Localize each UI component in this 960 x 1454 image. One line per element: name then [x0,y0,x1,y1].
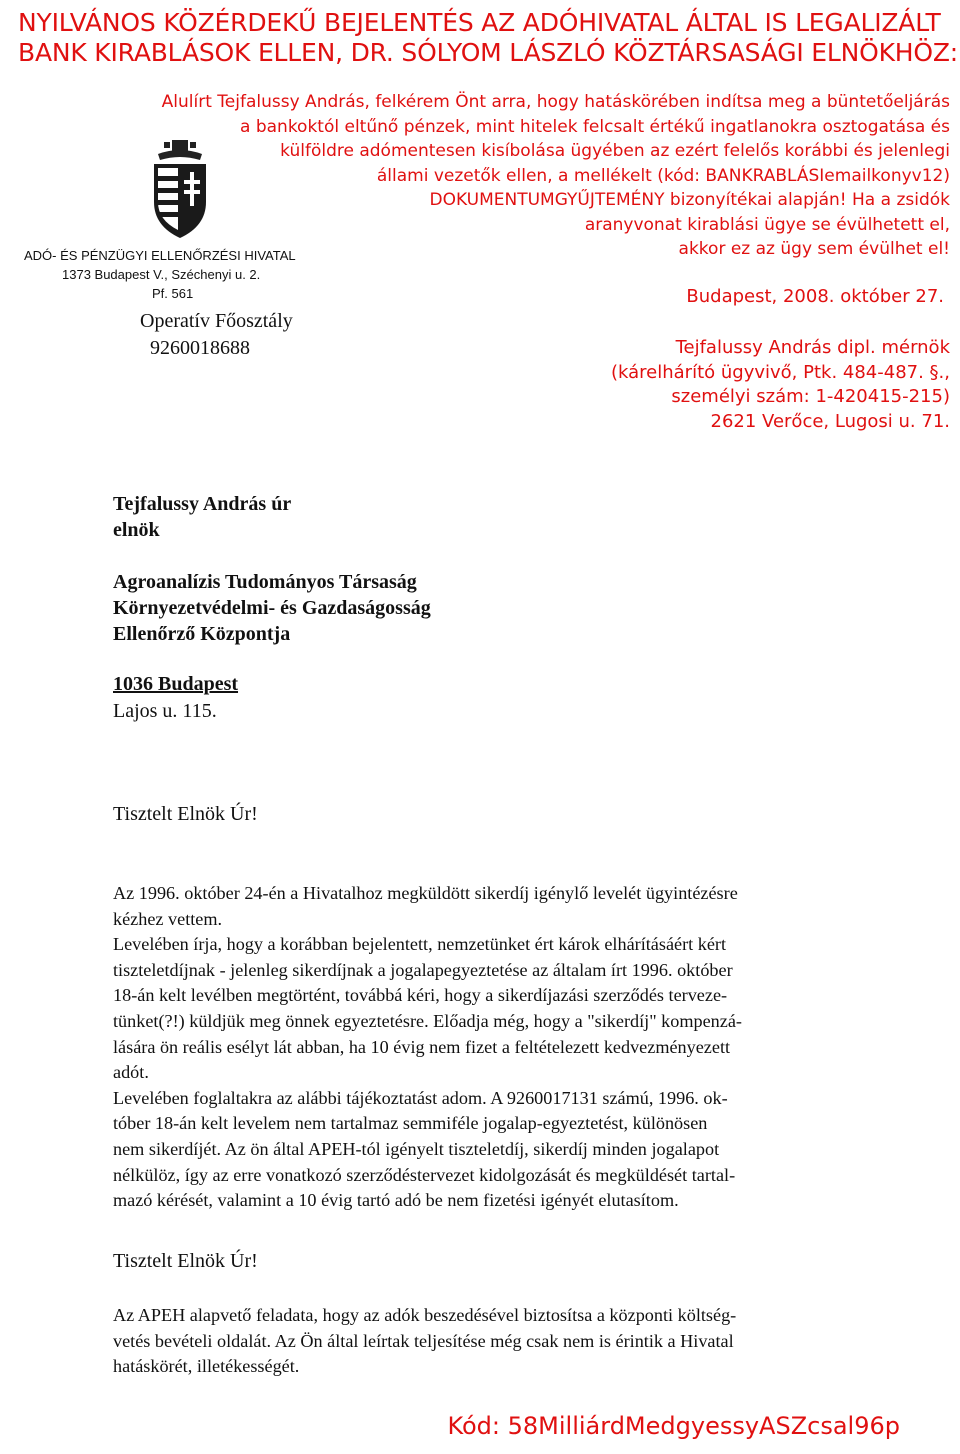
recipient-street: Lajos u. 115. [113,700,217,722]
paragraph-line: Az APEH alapvető feladata, hogy az adók beszedésével biztosítsa a központi költség- [113,1305,737,1325]
paragraph-line: 18-án kelt levélben megtörtént, továbbá kéri, hogy a sikerdíjazási szerződés terveze- [113,985,728,1006]
paragraph-line: Levelében írja, hogy a korábban bejelentett, nemzetünket ért károk elhárításáért kért [113,934,727,955]
signer-line-4: 2621 Verőce, Lugosi u. 71. [710,410,950,432]
headline-line-1: NYILVÁNOS KÖZÉRDEKŰ BEJELENTÉS AZ ADÓHIVATAL ÁLTAL IS LEGALIZÁLT [18,8,941,37]
office-pobox: Pf. 561 [152,286,194,301]
signer-block [611,336,950,434]
request-line-4: állami vezetők ellen, a mellékelt (kód: BANKRABLÁSIemailkonyv12) [376,165,950,186]
paragraph-line: lására ön reális esélyt lát abban, ha 10 évig nem fizet a feltételezett kedvezményezett [113,1036,731,1057]
recipient-org-line-3: Ellenőrző Központja [113,623,291,645]
headline-line-2: BANK KIRABLÁSOK ELLEN, DR. SÓLYOM LÁSZLÓ KÖZTÁRSASÁGI ELNÖKHÖZ: [18,38,959,67]
headline [18,8,959,68]
recipient-address [113,671,238,725]
recipient-org-line-1: Agroanalízis Tudományos Társaság [113,571,417,593]
office-address: 1373 Budapest V., Széchenyi u. 2. [62,267,261,282]
recipient-city: 1036 Budapest [113,673,239,695]
paragraph-line: tiszteletdíjnak - jelenleg sikerdíjnak a jogalapegyeztetése az általam írt 1996. október [113,959,733,980]
salutation: Tisztelt Elnök Úr! [113,803,258,825]
recipient-org-block [113,569,431,647]
salutation-2: Tisztelt Elnök Úr! [113,1250,258,1272]
recipient-name-block [113,491,291,543]
request-line-5: DOKUMENTUMGYŰJTEMÉNY bizonyítékai alapján! Ha a zsidók [429,190,950,210]
request-date: Budapest, 2008. október 27. [686,286,944,307]
office-block [24,246,296,303]
recipient-org-line-2: Környezetvédelmi- és Gazdaságosság [113,597,431,619]
paragraph-line: mazó kérését, valamint a 10 évig tartó adó be nem fizetési igényét elutasítom. [113,1190,679,1211]
body-paragraph-2 [113,1303,893,1380]
document-code: Kód: 58MilliárdMedgyessyASZcsal96p [447,1412,900,1440]
paragraph-line: Levelében foglaltakra az alábbi tájékoztatást adom. A 9260017131 számú, 1996. ok- [113,1087,728,1108]
request-line-6: aranyvonat kirablási ügye se évülhetett el, [584,214,950,235]
request-line-3: külföldre adómentesen kisíbolása ügyében az ezért felelős korábbi és jelenlegi [280,141,950,161]
department-name: Operatív Főosztály [140,310,293,332]
recipient-name: Tejfalussy András úr [113,493,292,515]
paragraph-line: adót. [113,1062,149,1083]
body-paragraph-1 [113,881,893,1214]
request-line-1: Alulírt Tejfalussy András, felkérem Önt arra, hogy hatáskörében indítsa meg a büntetőeljárás [161,92,950,112]
paragraph-line: nem sikerdíjét. Az ön által APEH-tól igényelt tiszteletdíj, sikerdíj minden jogalapot [113,1138,720,1159]
paragraph-line: tóber 18-án kelt levelem nem tartalmaz semmiféle jogalap-egyeztetést, különösen [113,1113,708,1134]
reference-number: 9260018688 [150,337,250,359]
paragraph-line: kézhez vettem. [113,908,223,929]
hungarian-coat-of-arms-icon [150,140,210,240]
signer-line-1: Tejfalussy András dipl. mérnök [675,337,950,358]
request-block [90,90,950,262]
paragraph-line: vetés bevételi oldalát. Az Ön által leírtak teljesítése még csak nem is érintik a Hivatal [113,1330,734,1351]
paragraph-line: tünket(?!) küldjük meg önnek egyeztetésre. Előadja még, hogy a "sikerdíj" kompenzá- [113,1010,742,1031]
department-block [140,308,293,362]
signer-line-3: személyi szám: 1-420415-215) [671,386,950,407]
request-line-2: a bankoktól eltűnő pénzek, mint hitelek felcsalt értékű ingatlanokra osztogatása és [240,116,950,137]
signer-line-2: (kárelhárító ügyvivő, Ptk. 484-487. §., [611,361,950,383]
office-name: ADÓ- ÉS PÉNZÜGYI ELLENŐRZÉSI HIVATAL [24,248,296,263]
paragraph-line: Az 1996. október 24-én a Hivatalhoz megküldött sikerdíj igénylő levelét ügyintézésre [113,883,738,903]
paragraph-line: nélkülöz, így az erre vonatkozó szerződéstervezet kidolgozását és megküldését tartal- [113,1164,736,1185]
paragraph-line: hatáskörét, illetékességét. [113,1356,300,1377]
request-line-7: akkor ez az ügy sem évülhet el! [678,239,950,259]
recipient-title: elnök [113,519,160,541]
